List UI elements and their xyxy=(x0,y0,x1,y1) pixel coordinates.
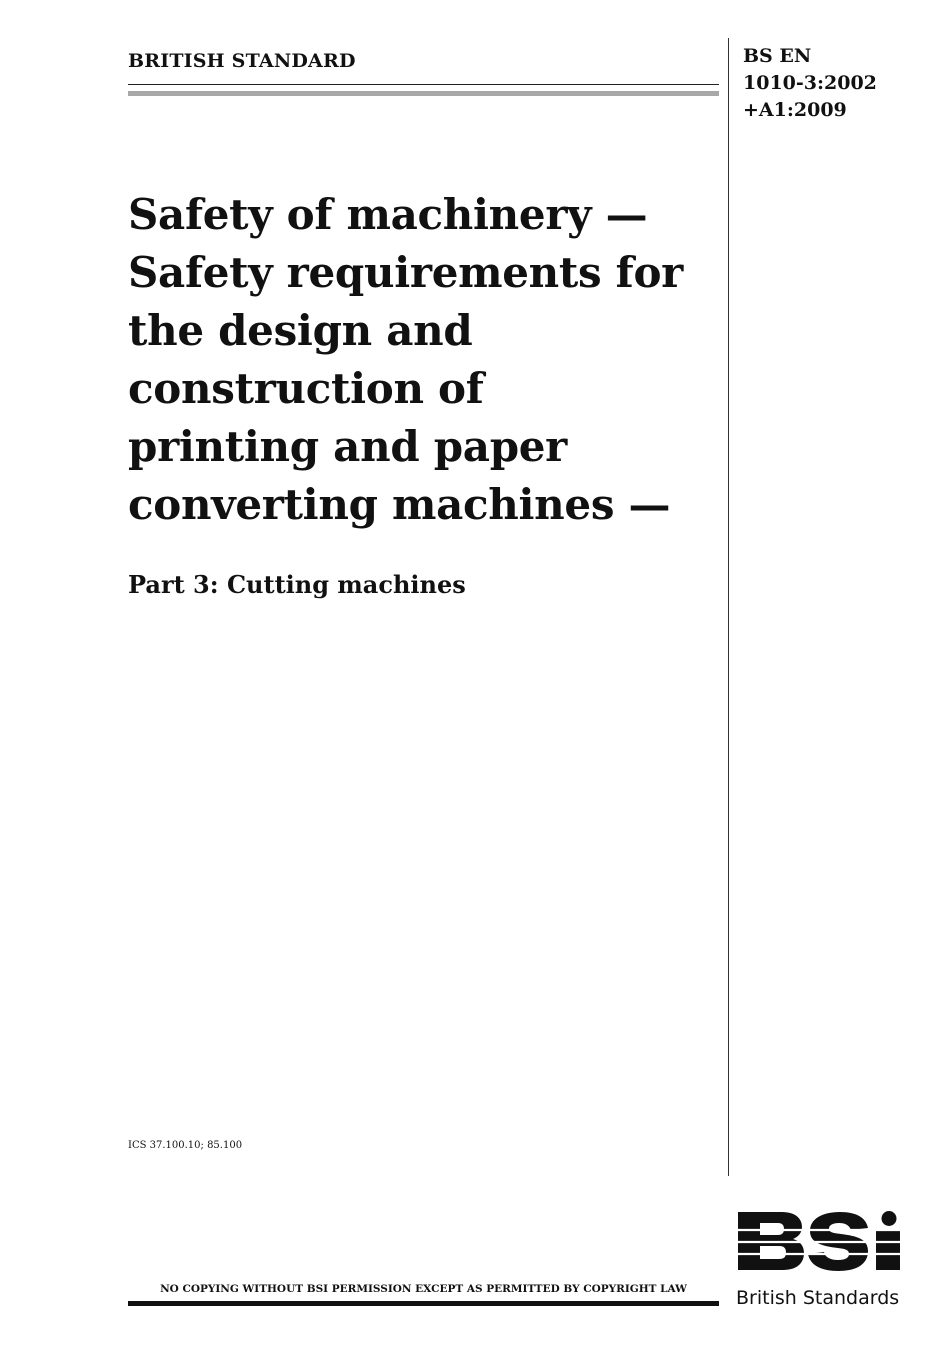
bsi-logo-icon xyxy=(736,1210,906,1272)
header-rule-thin xyxy=(128,84,719,85)
vertical-divider xyxy=(728,38,729,1176)
standard-number-line: +A1:2009 xyxy=(743,99,847,121)
document-title xyxy=(128,186,726,534)
standard-number-line: BS EN xyxy=(743,45,812,67)
standard-number-line: 1010-3:2002 xyxy=(743,72,877,94)
document-type-label: BRITISH STANDARD xyxy=(128,50,356,72)
title-line: construction of xyxy=(128,364,484,413)
title-line: the design and xyxy=(128,306,473,355)
standard-number xyxy=(743,43,877,124)
bsi-wordmark: British Standards xyxy=(736,1287,900,1309)
title-line: converting machines — xyxy=(128,480,671,529)
document-subtitle: Part 3: Cutting machines xyxy=(128,570,466,599)
header-rule-thick xyxy=(128,91,719,96)
copyright-notice: NO COPYING WITHOUT BSI PERMISSION EXCEPT AS PERMITTED BY COPYRIGHT LAW xyxy=(160,1283,687,1295)
title-line: printing and paper xyxy=(128,422,568,471)
copyright-rule xyxy=(128,1301,719,1306)
title-line: Safety of machinery — xyxy=(128,190,648,239)
title-line: Safety requirements for xyxy=(128,248,683,297)
ics-code: ICS 37.100.10; 85.100 xyxy=(128,1140,243,1151)
